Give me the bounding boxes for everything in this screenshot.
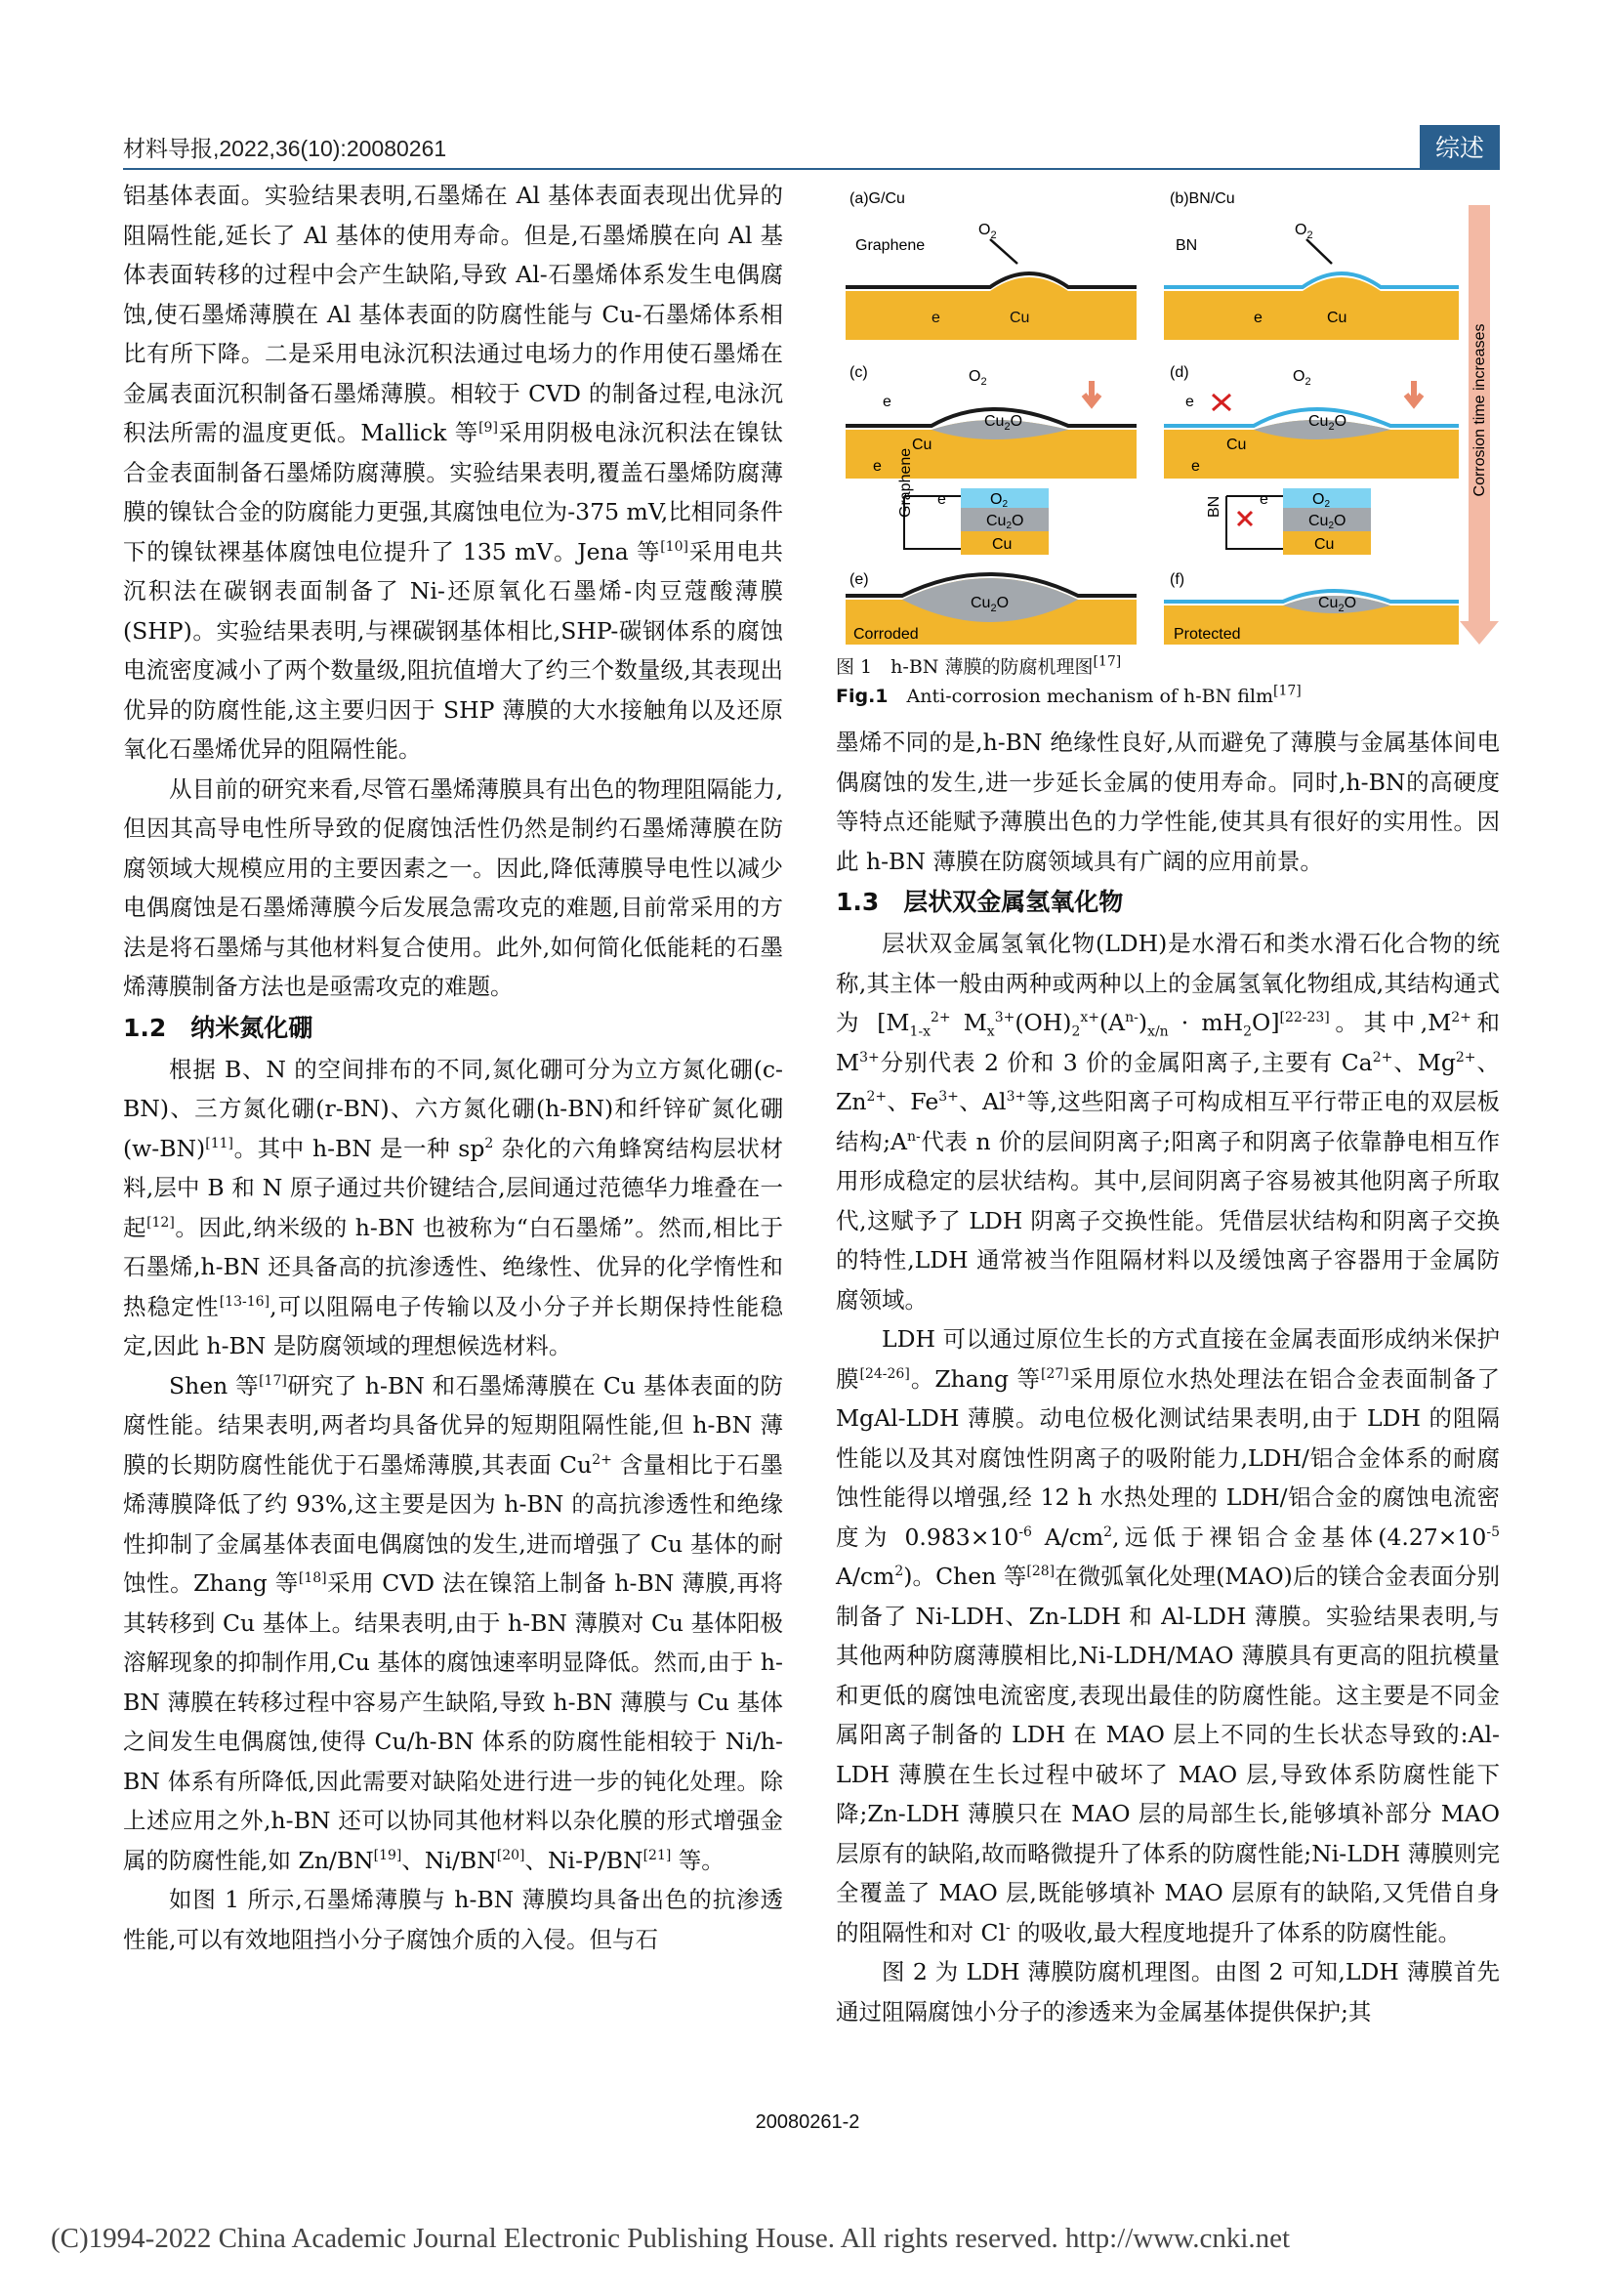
svg-text:e: e (937, 491, 946, 508)
svg-text:e: e (932, 310, 940, 326)
svg-text:Cu2O: $Cu_2O$ (1318, 595, 1357, 614)
paragraph: Shen 等[17]研究了 h-BN 和石墨烯薄膜在 Cu 基体表面的防腐性能。结果表明,两者均具备优异的短期阻隔性能,但 h-BN 薄膜的长期防腐性能优于石墨烯薄膜,其表面 $Cu^{2+}$ 含量相比于石墨烯薄膜降低了约 93%,这主要是因为 h-BN 的高抗渗透性和绝缘性抑制了金属基体表面电偶腐蚀的发生,进而增强了 Cu 基体的耐蚀性。Zhang 等[18]采用 CVD 法在镍箔上制备 h-BN 薄膜,再将其转移到 Cu 基体上。结果表明,由于 h-BN 薄膜对 Cu 基体阳极溶解现象的抑制作用,Cu 基体的腐蚀速率明显降低。然而,由于 h-BN 薄膜在转移过程中容易产生缺陷,导致 h-BN 薄膜与 Cu 基体之间发生电偶腐蚀,使得 Cu/h-BN 体系的防腐性能相较于 Ni/h-BN 体系有所降低,因此需要对缺陷处进行进一步的钝化处理。除上述应用之外,h-BN 还可以协同其他材料以杂化膜的形式增强金属的防腐性能,如 Zn/BN[19]、Ni/BN[20]、Ni-P/BN[21] 等。 (123, 1371, 783, 1874)
svg-text:e: e (873, 458, 882, 475)
paragraph: LDH 可以通过原位生长的方式直接在金属表面形成纳米保护膜[24-26]。Zhang 等[27]采用原位水热处理法在铝合金表面制备了 MgAl-LDH 薄膜。动电位极化测试结果表明,由于 LDH 的阻隔性能以及其对腐蚀性阴离子的吸附能力,LDH/铝合金体系的耐腐蚀性能得以增强,经 12 h 水热处理的 LDH/铝合金的腐蚀电流密度为 $0.983\times 10^{-6}$ $A/cm^2$,远低于裸铝合金基体($4.27\times 10^{-5}$ $A/cm^2$)。Chen 等[28]在微弧氧化处理(MAO)后的镁合金表面分别制备了 Ni-LDH、Zn-LDH 和 Al-LDH 薄膜。实验结果表明,与其他两种防腐薄膜相比,Ni-LDH/MAO 薄膜具有更高的阻抗模量和更低的腐蚀电流密度,表现出最佳的防腐性能。这主要是不同金属阳离子制备的 LDH 在 MAO 层上不同的生长状态导致的:Al-LDH 薄膜在生长过程中破坏了 MAO 层,导致体系防腐性能下降;Zn-LDH 薄膜只在 MAO 层的局部生长,能够填补部分 MAO 层原有的缺陷,故而略微提升了体系的防腐性能;Ni-LDH 薄膜则完全覆盖了 MAO 层,既能够填补 MAO 层原有的缺陷,又凭借自身的阻隔性和对 Cl- 的吸收,最大程度地提升了体系的防腐性能。 (836, 1325, 1501, 1946)
page-number: 20080261-2 (755, 2111, 860, 2133)
right-column (836, 723, 1500, 2031)
svg-text:e: e (1260, 491, 1268, 508)
svg-text:(c): (c) (849, 364, 868, 381)
svg-text:Cu2O: $Cu_2O$ (984, 413, 1023, 433)
svg-text:Cu2O: Cu2O (1308, 513, 1346, 531)
svg-text:Graphene: Graphene (897, 447, 914, 518)
svg-text:O2: O2 (1312, 491, 1331, 510)
svg-text:Corrosion time increases: Corrosion time increases (1471, 323, 1488, 497)
paragraph: 如图 1 所示,石墨烯薄膜与 h-BN 薄膜均具备出色的抗渗透性能,可以有效地阻挡小分子腐蚀介质的入侵。但与石 (123, 1886, 783, 1953)
left-column (123, 176, 783, 1959)
caption-cn: 图 1 h-BN 薄膜的防腐机理图[17] (836, 653, 1122, 678)
paragraph: 图 2 为 LDH 薄膜防腐机理图。由图 2 可知,LDH 薄膜首先通过阻隔腐蚀小分子的渗透来为金属基体提供保护;其 (836, 1958, 1500, 2025)
figure-1-corrosion-mechanism (844, 186, 1500, 645)
section-heading-1-2: 1.2 纳米氮化硼 (123, 1013, 313, 1042)
svg-text:Cu: Cu (1226, 437, 1247, 453)
paragraph: 层状双金属氢氧化物(LDH)是水滑石和类水滑石化合物的统称,其主体一般由两种或两种以上的金属氢氧化物组成,其结构通式为 [$M_{1-x}^{2+}$ $M_x^{3+}(OH)_2^{x+}(A^{n-})_{x/n} \cdot mH_2O][22-23]$。其中$,M^{2+}$和 $M^{3+}$分别代表 2 价和 3 价的金属阳离子,主要有 $Ca^{2+}$、$Mg^{2+}$、$Zn^{2+}$、$Fe^{3+}$、$Al^{3+}$等,这些阳离子可构成相互平行带正电的双层板结构$;A^{n-}$代表 n 价的层间阴离子;阳离子和阴离子依靠静电相互作用形成稳定的层状结构。其中,层间阴离子容易被其他阴离子所取代,这赋予了 LDH 阴离子交换性能。凭借层状结构和阴离子交换的特性,LDH 通常被当作阻隔材料以及缓蚀离子容器用于金属防腐领域。 (836, 930, 1501, 1314)
paragraph: 铝基体表面。实验结果表明,石墨烯在 Al 基体表面表现出优异的阻隔性能,延长了 Al 基体的使用寿命。但是,石墨烯膜在向 Al 基体表面转移的过程中会产生缺陷,导致 Al-石墨烯体系发生电偶腐蚀,使石墨烯薄膜在 Al 基体表面的防腐性能与 Cu-石墨烯体系相比有所下降。二是采用电泳沉积法通过电场力的作用使石墨烯在金属表面沉积制备石墨烯薄膜。相较于 CVD 的制备过程,电泳沉积法所需的温度更低。Mallick 等[9]采用阴极电泳沉积法在镍钛合金表面制备石墨烯防腐薄膜。实验结果表明,覆盖石墨烯防腐薄膜的镍钛合金的防腐能力更强,其腐蚀电位为-375 mV,比相同条件下的镍钛裸基体腐蚀电位提升了 135 mV。Jena 等[10]采用电共沉积法在碳钢表面制备了 Ni-还原氧化石墨烯-肉豆蔻酸薄膜(SHP)。实验结果表明,与裸碳钢基体相比,SHP-碳钢体系的腐蚀电流密度减小了两个数量级,阻抗值增大了约三个数量级,其表现出优异的防腐性能,这主要归因于 SHP 薄膜的大水接触角以及还原氧化石墨烯优异的阻隔性能。 (123, 182, 783, 763)
svg-text:e: e (1191, 458, 1200, 475)
copyright-notice: (C)1994-2022 China Academic Journal Electronic Publishing House. All rights reserved. http://www.cnki.net (51, 2223, 1291, 2254)
svg-text:O2: $O_2$ (1293, 368, 1311, 388)
paragraph: 根据 B、N 的空间排布的不同,氮化硼可分为立方氮化硼(c-BN)、三方氮化硼(r-BN)、六方氮化硼(h-BN)和纤锌矿氮化硼(w-BN)[11]。其中 h-BN 是一种 $sp^2$ 杂化的六角蜂窝结构层状材料,层中 B 和 N 原子通过共价键结合,层间通过范德华力堆叠在一起[12]。因此,纳米级的 h-BN 也被称为“白石墨烯”。然而,相比于石墨烯,h-BN 还具备高的抗渗透性、绝缘性、优异的化学惰性和热稳定性[13-16],可以阻隔电子传输以及小分子并长期保持性能稳定,因此 h-BN 是防腐领域的理想候选材料。 (123, 1055, 783, 1359)
svg-text:(d): (d) (1170, 364, 1189, 381)
svg-text:e: e (1254, 310, 1263, 326)
paragraph: 墨烯不同的是,h-BN 绝缘性良好,从而避免了薄膜与金属基体间电偶腐蚀的发生,进一步延长金属的使用寿命。同时,h-BN的高硬度等特点还能赋予薄膜出色的力学性能,使其具有很好的实用性。因此 h-BN 薄膜在防腐领域具有广阔的应用前景。 (836, 729, 1500, 875)
svg-text:Corroded: Corroded (853, 626, 919, 643)
svg-text:O2: $O_2$ (978, 222, 997, 241)
svg-text:O2: $O_2$ (1295, 222, 1313, 241)
svg-text:Protected: Protected (1174, 626, 1241, 643)
svg-text:(e): (e) (849, 571, 869, 588)
section-heading-1-3: 1.3 层状双金属氢氧化物 (836, 888, 1124, 916)
page-header (123, 131, 1500, 170)
svg-text:O2: $O_2$ (969, 368, 987, 388)
svg-text:O2: O2 (990, 491, 1009, 510)
svg-text:Cu: Cu (1327, 310, 1347, 326)
svg-text:BN: BN (1206, 495, 1222, 518)
svg-text:Cu: Cu (912, 437, 932, 453)
svg-text:Cu2O: Cu2O (986, 513, 1024, 531)
section-badge: 综述 (1420, 125, 1500, 168)
svg-text:Cu2O: $Cu_2O$ (1308, 413, 1347, 433)
caption-en: Fig.1 Anti-corrosion mechanism of h-BN film[17] (836, 683, 1302, 707)
paragraph: 从目前的研究来看,尽管石墨烯薄膜具有出色的物理阻隔能力,但因其高导电性所导致的促腐蚀活性仍然是制约石墨烯薄膜在防腐领域大规模应用的主要因素之一。因此,降低薄膜导电性以减少电偶腐蚀是石墨烯薄膜今后发展急需攻克的难题,目前常采用的方法是将石墨烯与其他材料复合使用。此外,如何简化低能耗的石墨烯薄膜制备方法也是亟需攻克的难题。 (123, 774, 783, 1000)
svg-text:Cu: Cu (1010, 310, 1030, 326)
header-rule (123, 168, 1500, 170)
journal-citation: 材料导报,2022,36(10):20080261 (123, 136, 447, 161)
svg-text:BN: BN (1176, 237, 1198, 254)
svg-text:e: e (1185, 394, 1194, 410)
svg-text:e: e (883, 394, 891, 410)
svg-text:Cu: Cu (992, 536, 1013, 553)
svg-text:Cu: Cu (1314, 536, 1335, 553)
svg-text:Cu2O: $Cu_2O$ (971, 595, 1010, 614)
svg-text:(b)BN/Cu: (b)BN/Cu (1170, 190, 1235, 207)
svg-text:Graphene: Graphene (855, 237, 926, 254)
figure-caption (836, 652, 1500, 711)
svg-text:(f): (f) (1170, 571, 1185, 588)
svg-text:(a)G/Cu: (a)G/Cu (849, 190, 905, 207)
